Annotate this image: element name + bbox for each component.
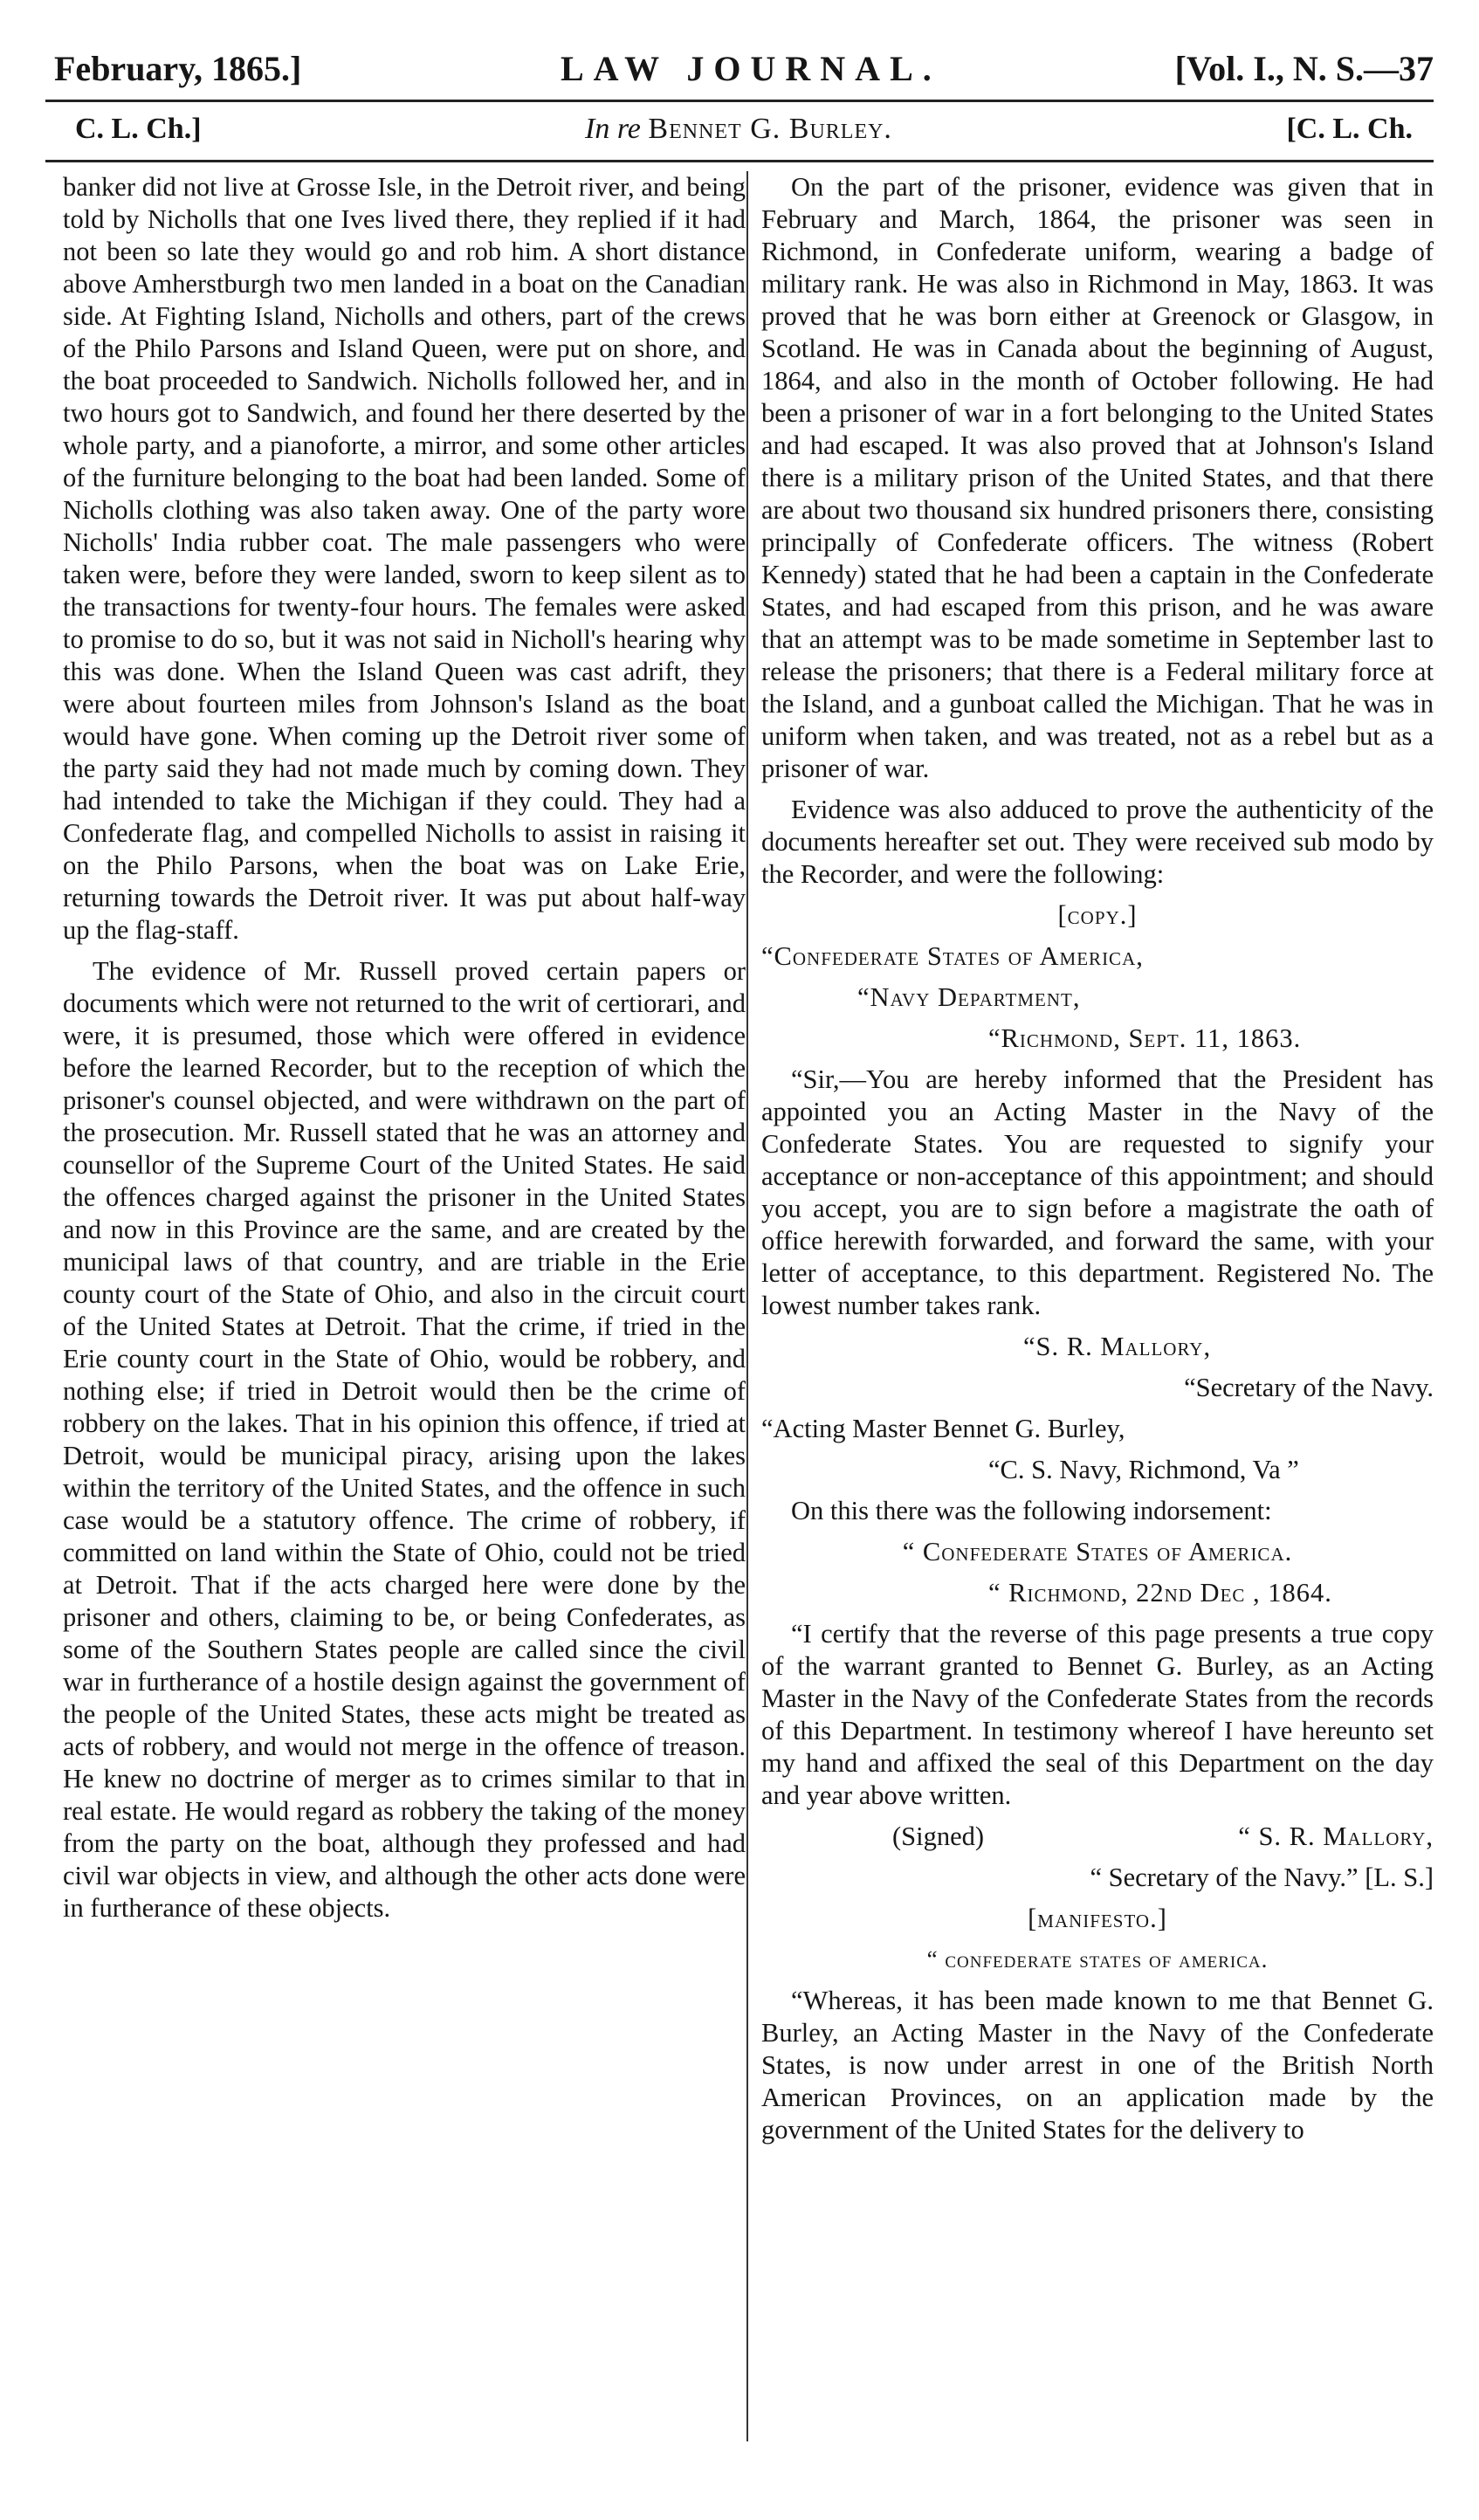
text-columns: [45, 171, 1434, 2459]
doc-heading: “Confederate States of America,: [761, 941, 1144, 971]
running-header: [45, 42, 1434, 96]
court-left: C. L. Ch.]: [75, 113, 202, 145]
letter-body: “Sir,—You are hereby informed that the President has appointed you an Acting Master in the Navy of the Confederate States. You are requested to signify your acceptance or non-acceptance of this appointment; and should you accept, you are to sign before a magistrate the oath of office herewith forwarded, and forward the same, with your letter of acceptance, to this department. Registered No. The lowest number takes rank.: [761, 1064, 1434, 1320]
paragraph: Evidence was also adduced to prove the authenticity of the documents hereafter set out. They were received sub modo by the Recorder, and were the following:: [761, 795, 1434, 889]
copy-label: [copy.]: [1057, 900, 1138, 930]
case-prefix: In re: [585, 113, 641, 145]
copy-document: [761, 899, 1434, 1486]
manifesto-label: [manifesto.]: [1028, 1904, 1167, 1933]
left-column: [63, 171, 746, 1924]
paragraph: The evidence of Mr. Russell proved certain papers or documents which were not returned to the writ of certiorari, and were, it is presumed, those which were offered in evidence before the learned Recorder, but to the reception of which the prisoner's counsel objected, and were withdrawn on the part of the prosecution. Mr. Russell stated that he was an attorney and counsellor of the Supreme Court of the United States. He said the offences charged against the prisoner in the United States and now in this Province are the same, and are created by the municipal laws of that country, and are triable in the Erie county court of the State of Ohio, and also in the circuit court of the United States at Detroit. That the crime, if tried in the Erie county court in the State of Ohio, would be robbery, and nothing else; if tried in Detroit would then be the crime of robbery on the lakes. That in his opinion this offence, if tried at Detroit, would be municipal piracy, arising upon the lakes within the territory of the United States, and the offence in such case would be a statutory offence. The crime of robbery, if committed on land within the State of Ohio, could not be tried at Detroit. That if the acts charged here were done by the prisoner and others, claiming to be, or being Confederates, as some of the Southern States people are called since the civil war in furtherance of a hostile design against the government of the people of the United States, these acts might be treated as acts of robbery, and would not merge in the offence of treason. He knew no doctrine of merger as to crimes similar to that in real estate. He would regard as robbery the taking of the money from the party on the boat, although they professed and had civil war objects in view, and although the other acts done were in furtherance of these objects.: [63, 956, 746, 1923]
signed-label: (Signed): [892, 1821, 985, 1851]
signed-title: “ Secretary of the Navy.” [L. S.]: [1090, 1862, 1434, 1892]
indorsement-heading: “ Confederate States of America.: [902, 1537, 1293, 1566]
letter-signer: “S. R. Mallory,: [1023, 1332, 1212, 1361]
doc-subheading: “Navy Department,: [857, 982, 1081, 1012]
column-divider: [746, 171, 748, 2441]
doc-place-date: “Richmond, Sept. 11, 1863.: [988, 1023, 1302, 1053]
header-rule: [45, 160, 1434, 162]
indorsement-place-date: “ Richmond, 22nd Dec , 1864.: [988, 1578, 1332, 1608]
paragraph: On this there was the following indorsement:: [791, 1496, 1272, 1525]
letter-addressee: “Acting Master Bennet G. Burley,: [761, 1414, 1125, 1443]
case-name: Bennet G. Burley.: [648, 113, 892, 145]
right-column: [761, 171, 1434, 2155]
journal-title: LAW JOURNAL.: [561, 49, 941, 88]
header-volume: [Vol. I., N. S.—37: [1174, 49, 1434, 88]
indorsement-signature: [761, 1821, 1434, 1853]
indorsement: [761, 1536, 1434, 1894]
letter-signer-title: “Secretary of the Navy.: [1184, 1373, 1434, 1402]
manifesto-heading: “ confederate states of america.: [926, 1946, 1269, 1973]
signed-name: “ S. R. Mallory,: [1238, 1821, 1434, 1851]
case-title: [585, 102, 892, 156]
manifesto-body: “Whereas, it has been made known to me that Bennet G. Burley, an Acting Master in the Navy of the Confederate States, is now under arrest in one of the British North American Provinces, on an application made by the government of the United States for the delivery to: [761, 1986, 1434, 2145]
paragraph: banker did not live at Grosse Isle, in the Detroit river, and being told by Nicholls that one Ives lived there, they replied if it had not been so late they would go and rob him. A short distance above Amherstburgh two men landed in a boat on the Canadian side. At Fighting Island, Nicholls and others, part of the crews of the Philo Parsons and Island Queen, were put on shore, and the boat proceeded to Sandwich. Nicholls followed her, and in two hours got to Sandwich, and found her there deserted by the whole party, and a pianoforte, a mirror, and some other articles of the furniture belonging to the boat had been landed. Some of Nicholls clothing was also taken away. One of the party wore Nicholls' India rubber coat. The male passengers who were taken were, before they were landed, sworn to keep silent as to the transactions for twenty-four hours. The females were asked to promise to do so, but it was not said in Nicholl's hearing why this was done. When the Island Queen was cast adrift, they were about fourteen miles from Johnson's Island as the boat would have gone. When coming up the Detroit river some of the party said they had not made much by coming down. They had intended to take the Michigan if they could. They had a Confederate flag, and compelled Nicholls to assist in raising it on the Philo Parsons, when the boat was on Lake Erie, returning towards the Detroit river. It was put about half-way up the flag-staff.: [63, 172, 746, 945]
case-header: [45, 100, 1434, 160]
letter-addressee-place: “C. S. Navy, Richmond, Va ”: [988, 1455, 1299, 1484]
page: [45, 42, 1434, 2459]
paragraph: On the part of the prisoner, evidence was given that in February and March, 1864, the prisoner was seen in Richmond, in Confederate uniform, wearing a badge of military rank. He was also in Richmond in May, 1863. It was proved that he was born either at Greenock or Glasgow, in Scotland. He was in Canada about the beginning of August, 1864, and also in the month of October following. He had been a prisoner of war in a fort belonging to the United States and had escaped. It was also proved that at Johnson's Island there is a military prison of the United States, and that there are about two thousand six hundred prisoners there, consisting principally of Confederate officers. The witness (Robert Kennedy) stated that he had been a captain in the Confederate States, and had escaped from this prison, and he was aware that an attempt was to be made sometime in September last to release the prisoners; that there is a Federal military force at the Island, and a gunboat called the Michigan. That he was in uniform when taken, and was treated, not as a rebel but as a prisoner of war.: [761, 172, 1434, 783]
manifesto: [761, 1903, 1434, 2146]
header-date: February, 1865.]: [54, 49, 302, 88]
court-right: [C. L. Ch.: [1286, 113, 1413, 145]
indorsement-body: “I certify that the reverse of this page presents a true copy of the warrant granted to Bennet G. Burley, as an Acting Master in the Navy of the Confederate States from the records of this Department. In testimony whereof I have hereunto set my hand and affixed the seal of this Department on the day and year above written.: [761, 1619, 1434, 1810]
